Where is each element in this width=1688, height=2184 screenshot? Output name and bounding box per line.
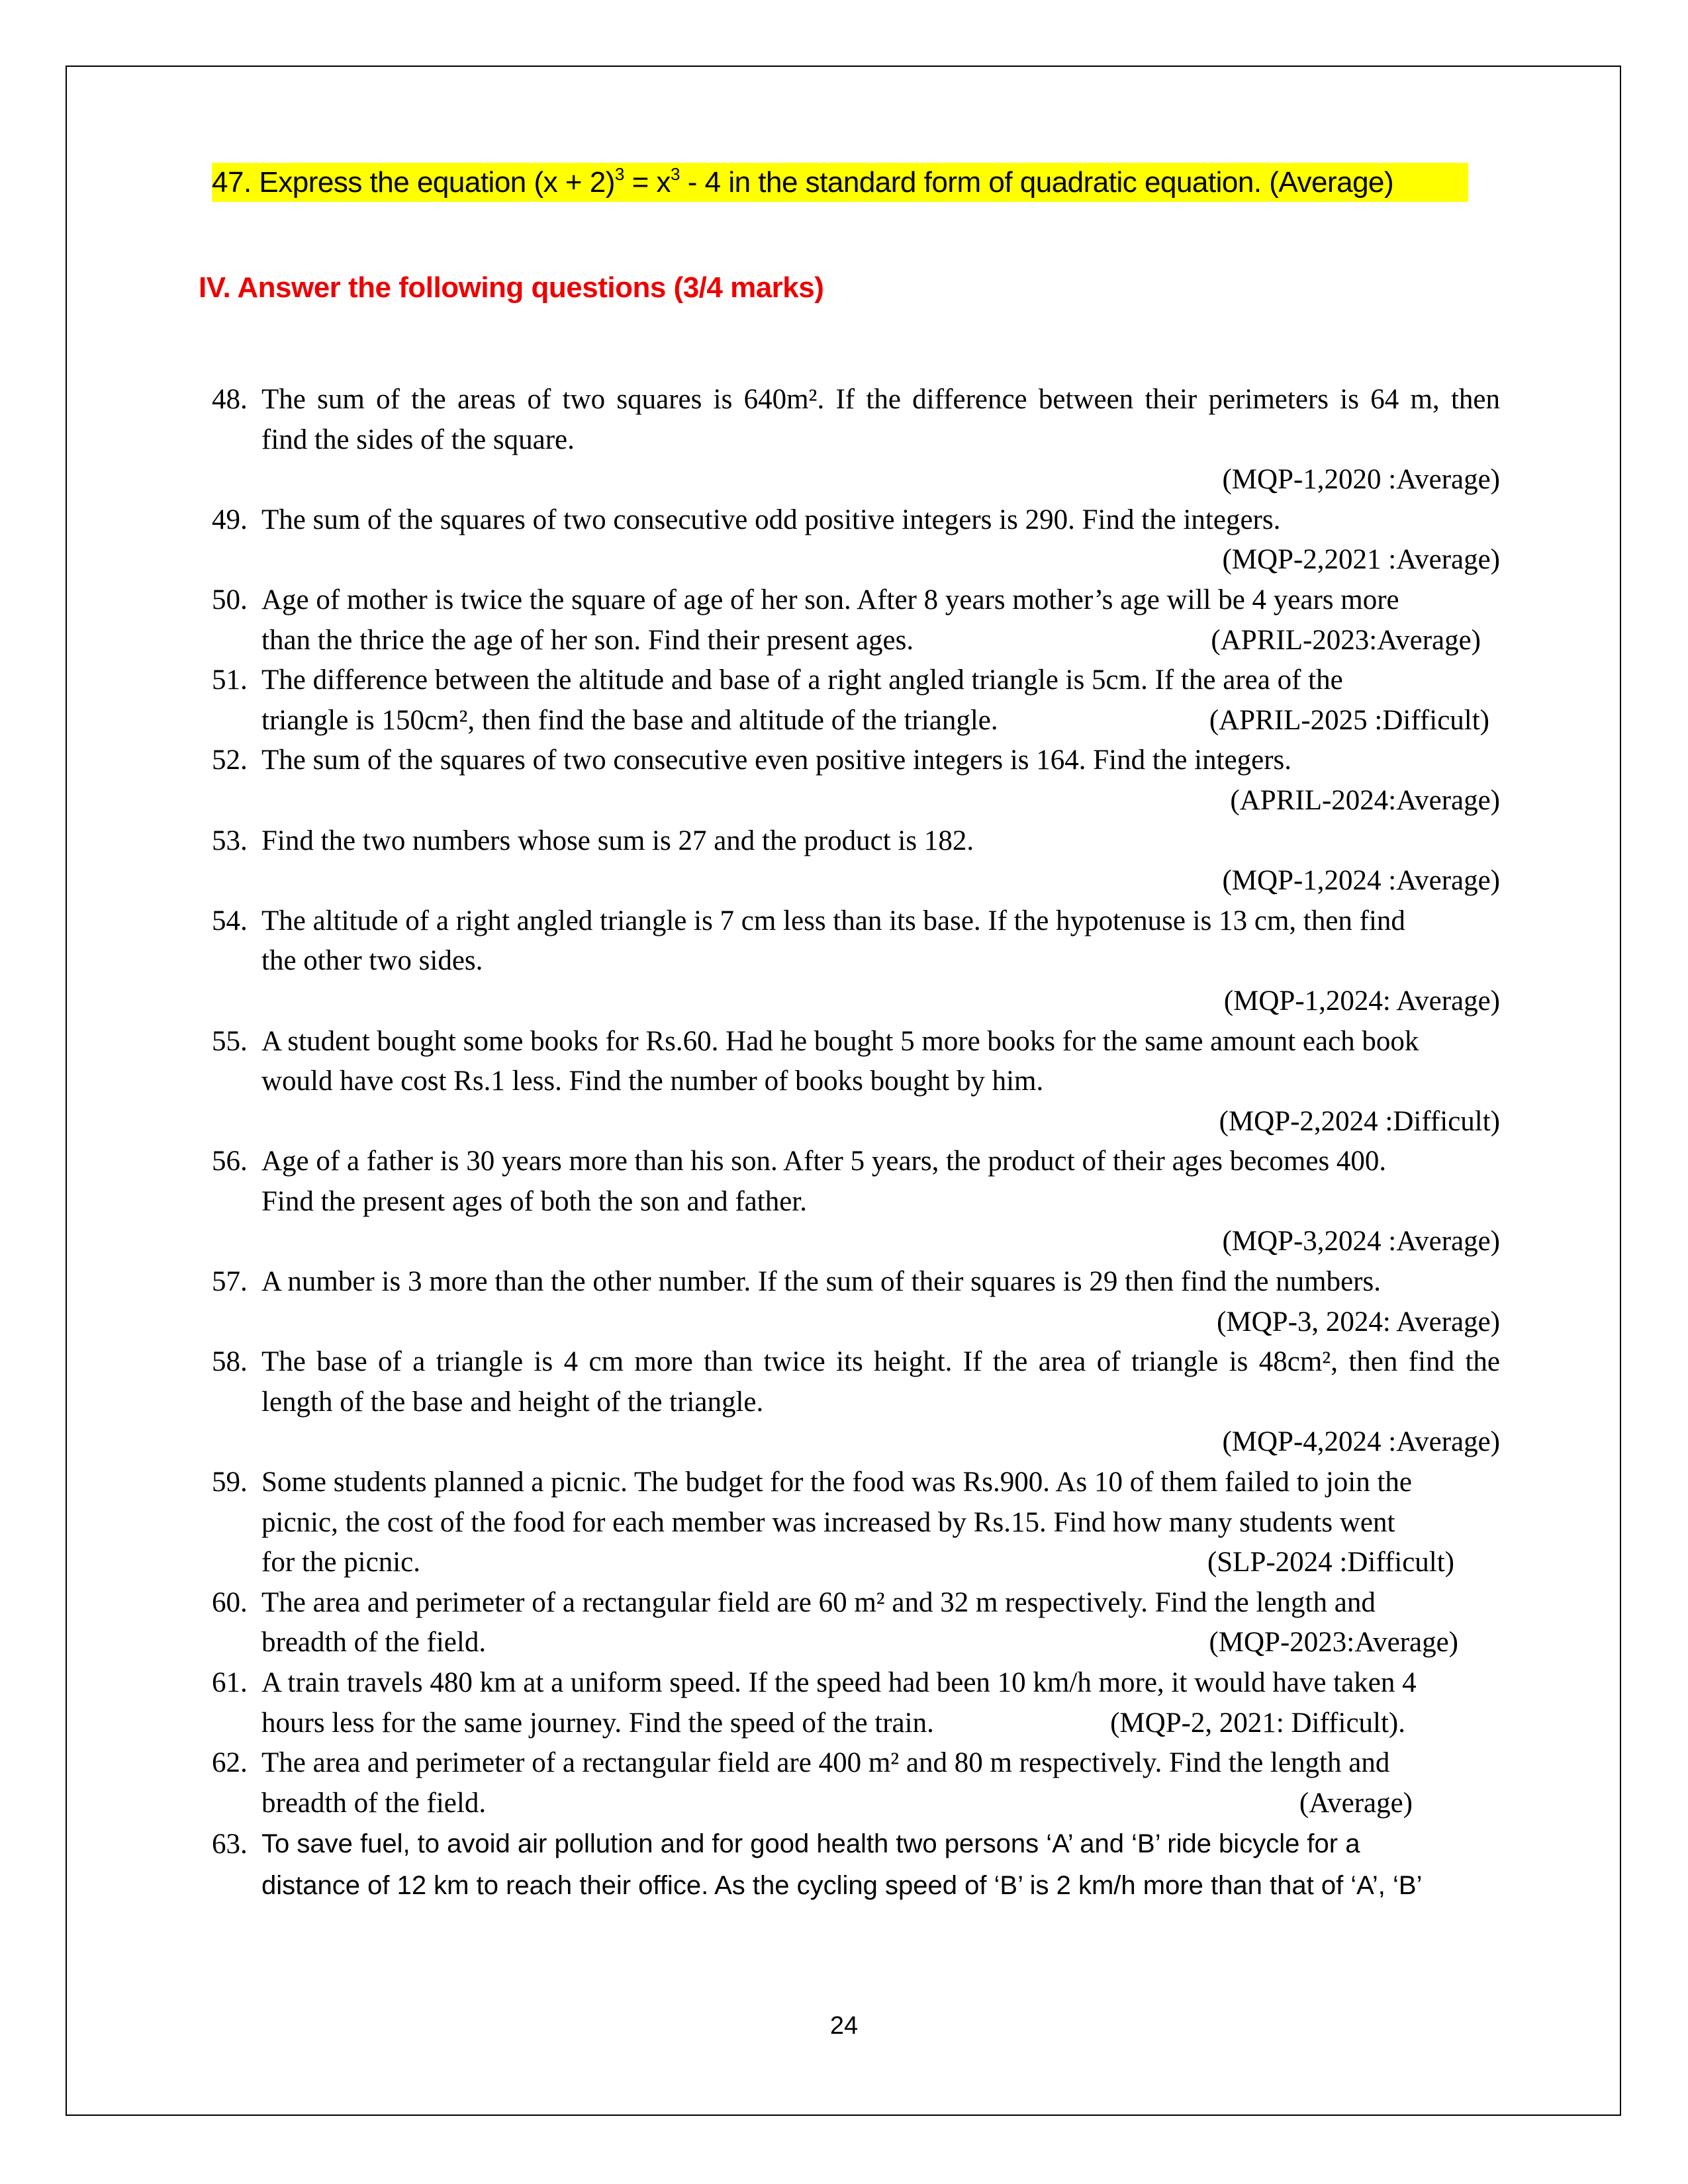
question-text: A number is 3 more than the other number. If the sum of their squares is 29 then find the numbers. [261, 1266, 1381, 1298]
question-text: distance of 12 km to reach their office. As the cycling speed of ‘B’ is 2 km/h more than that of ‘A’, ‘B’ [261, 1871, 1423, 1901]
question-number: 60. [212, 1586, 248, 1618]
question-number: 63. [212, 1829, 248, 1860]
question-text: The sum of the squares of two consecutive even positive integers is 164. Find the integers. [261, 745, 1292, 776]
page-number: 24 [829, 2012, 859, 2040]
question-number: 49. [212, 504, 248, 535]
question-number: 62. [212, 1747, 248, 1779]
question-61 [212, 1663, 1500, 1704]
question-text: A student bought some books for Rs.60. Had he bought 5 more books for the same amount each book [261, 1025, 1419, 1057]
question-text: the other two sides. [261, 945, 483, 977]
question-source: (MQP-1,2024 :Average) [1222, 865, 1500, 897]
question-text: for the picnic. [261, 1547, 420, 1578]
question-48 [212, 380, 1500, 420]
question-text: The altitude of a right angled triangle is 7 cm less than its base. If the hypotenuse is 13 cm, then find [261, 905, 1405, 936]
question-number: 58. [212, 1346, 248, 1378]
question-number: 52. [212, 745, 248, 776]
question-52 [212, 741, 1500, 781]
question-text: A train travels 480 km at a uniform speed. If the speed had been 10 km/h more, it would have taken 4 [261, 1667, 1417, 1698]
question-text: The sum of the areas of two squares is 640m². If the difference between their perimeters is 64 m, then [261, 384, 1500, 415]
question-60 [212, 1583, 1500, 1623]
question-text: Age of mother is twice the square of age of her son. After 8 years mother’s age will be 4 years more [261, 584, 1399, 615]
question-53 [212, 821, 1500, 862]
question-text: find the sides of the square. [261, 424, 575, 455]
question-62 [212, 1743, 1500, 1784]
question-number: 56. [212, 1146, 248, 1177]
question-text: length of the base and height of the triangle. [261, 1386, 764, 1418]
question-list [212, 380, 1500, 1907]
question-source: (APRIL-2023:Average) [1211, 624, 1481, 656]
question-text: To save fuel, to avoid air pollution and for good health two persons ‘A’ and ‘B’ ride bicycle for a [261, 1829, 1360, 1859]
question-number: 57. [212, 1266, 248, 1298]
question-source: (MQP-2023:Average) [1209, 1627, 1458, 1659]
question-54 [212, 901, 1500, 942]
question-number: 51. [212, 664, 248, 696]
question-source: (APRIL-2025 :Difficult) [1209, 704, 1489, 736]
section-heading: IV. Answer the following questions (3/4 marks) [199, 271, 824, 304]
question-source: (MQP-2, 2021: Difficult). [1110, 1707, 1405, 1739]
question-number: 54. [212, 905, 248, 936]
question-number: 53. [212, 825, 248, 856]
question-49 [212, 500, 1500, 541]
question-source: (MQP-3, 2024: Average) [1217, 1306, 1500, 1338]
question-number: 50. [212, 584, 248, 615]
superscript: 3 [671, 164, 680, 184]
question-text: hours less for the same journey. Find the speed of the train. [261, 1707, 934, 1739]
question-source: (MQP-1,2020 :Average) [1222, 464, 1500, 496]
question-56 [212, 1142, 1500, 1182]
question-text: Some students planned a picnic. The budget for the food was Rs.900. As 10 of them failed to join the [261, 1467, 1413, 1498]
question-source: (APRIL-2024:Average) [1230, 784, 1500, 816]
question-47-highlighted [212, 163, 1468, 202]
question-source: (MQP-2,2021 :Average) [1222, 544, 1500, 576]
question-source: (MQP-3,2024 :Average) [1222, 1226, 1500, 1257]
question-source: (SLP-2024 :Difficult) [1207, 1547, 1454, 1578]
title-text: = x [624, 166, 671, 199]
question-50 [212, 580, 1500, 621]
question-text: The difference between the altitude and base of a right angled triangle is 5cm. If the area of the [261, 664, 1343, 696]
question-text: Age of a father is 30 years more than his son. After 5 years, the product of their ages becomes 400. [261, 1146, 1387, 1177]
question-text: would have cost Rs.1 less. Find the number of books bought by him. [261, 1066, 1044, 1097]
superscript: 3 [614, 164, 624, 184]
question-source: (MQP-4,2024 :Average) [1222, 1426, 1500, 1458]
question-number: 59. [212, 1467, 248, 1498]
title-text: 47. Express the equation (x + 2) [212, 166, 615, 199]
question-text: breadth of the field. [261, 1787, 487, 1819]
question-text: The area and perimeter of a rectangular field are 60 m² and 32 m respectively. Find the length and [261, 1586, 1376, 1618]
title-text: - 4 in the standard form of quadratic equation. (Average) [680, 166, 1394, 199]
question-text: breadth of the field. [261, 1627, 487, 1659]
question-number: 48. [212, 384, 248, 415]
question-text: The sum of the squares of two consecutive odd positive integers is 290. Find the integers. [261, 504, 1281, 535]
question-text: The base of a triangle is 4 cm more than twice its height. If the area of triangle is 48cm², then find the [261, 1346, 1500, 1378]
question-51 [212, 660, 1500, 701]
question-number: 61. [212, 1667, 248, 1698]
question-source: (MQP-2,2024 :Difficult) [1219, 1105, 1500, 1137]
question-number: 55. [212, 1025, 248, 1057]
question-source: (Average) [1299, 1787, 1413, 1819]
question-63 [212, 1823, 1500, 1865]
question-55 [212, 1022, 1500, 1062]
question-text: Find the two numbers whose sum is 27 and the product is 182. [261, 825, 974, 856]
question-source: (MQP-1,2024: Average) [1223, 985, 1500, 1017]
question-text: picnic, the cost of the food for each member was increased by Rs.15. Find how many students went [261, 1506, 1395, 1538]
question-text: triangle is 150cm², then find the base and altitude of the triangle. [261, 704, 998, 736]
question-text: The area and perimeter of a rectangular field are 400 m² and 80 m respectively. Find the length and [261, 1747, 1390, 1779]
question-59 [212, 1463, 1500, 1503]
question-text: than the thrice the age of her son. Find their present ages. [261, 624, 914, 656]
question-57 [212, 1262, 1500, 1302]
question-58 [212, 1342, 1500, 1383]
question-text: Find the present ages of both the son and father. [261, 1185, 807, 1217]
